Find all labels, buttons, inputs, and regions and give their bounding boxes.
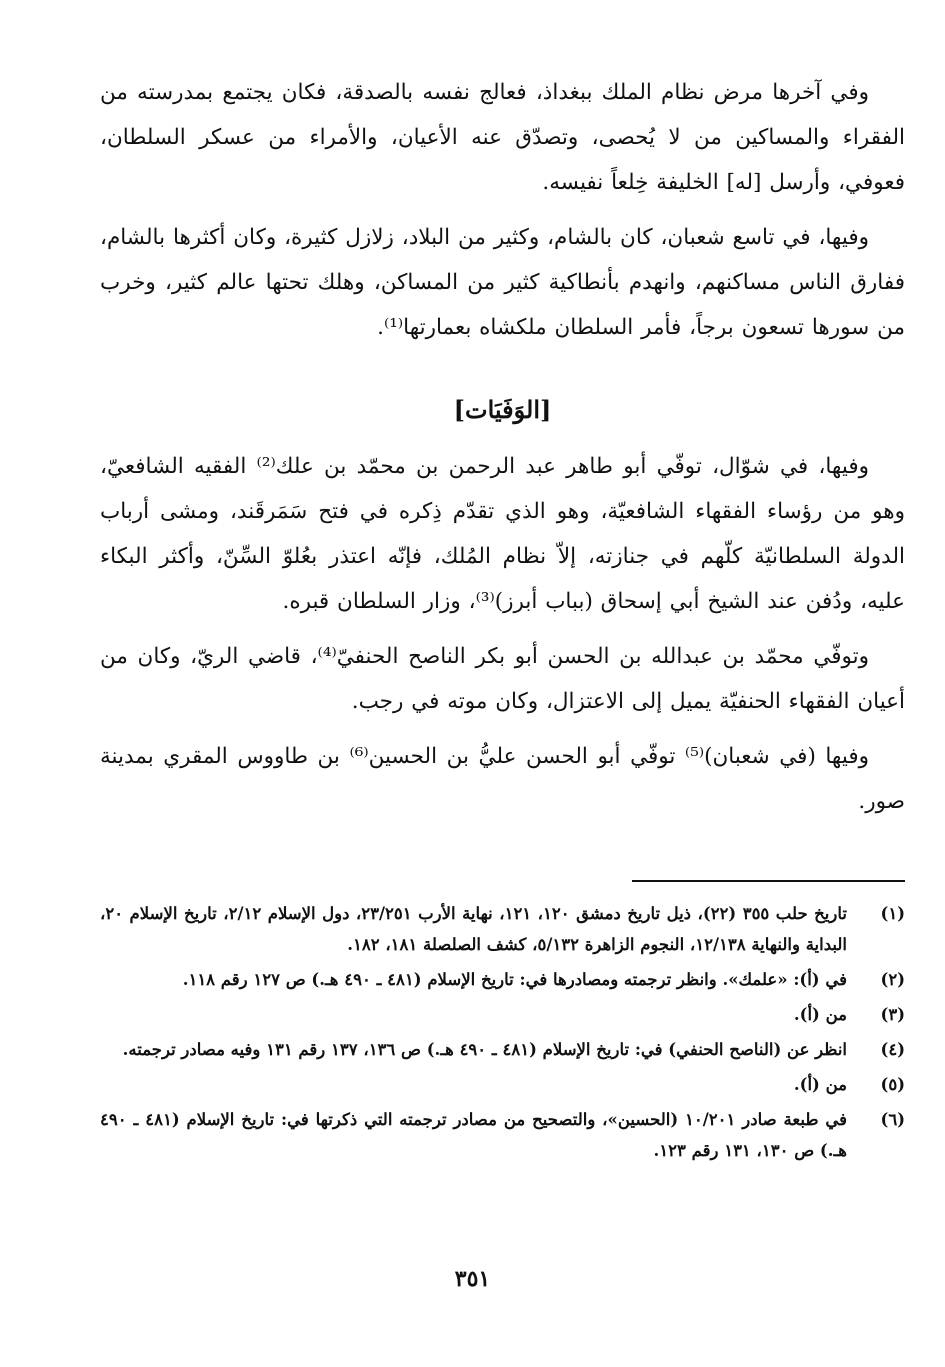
paragraph-illness-nizam: وفي آخرها مرض نظام الملك ببغداذ، فعالج نفسه بالصدقة، فكان يجتمع بمدرسته من الفقراء والمساكين من لا يُحصى، وتصدّق عنه الأعيان، والأمراء من عسكر السلطان، فعوفي، وأرسل [له] الخليفة خِلعاً نفيسه.	[100, 80, 905, 195]
footnote-text: تاريخ حلب ٣٥٥ (٢٢)، ذيل تاريخ دمشق ١٢٠، ١٢١، نهاية الأرب ٢٣/٢٥١، دول الإسلام ٢/١٢، تاريخ الإسلام ٢٠، البداية والنهاية ١٢/١٣٨، النجوم الزاهرة ٥/١٣٢، كشف الصلصلة ١٨١، ١٨٢.	[100, 904, 847, 954]
paragraph-earthquakes: وفيها، في تاسع شعبان، كان بالشام، وكثير من البلاد، زلازل كثيرة، وكان أكثرها بالشام، ففارق الناس مساكنهم، وانهدم بأنطاكية كثير من المساكن، وهلك تحتها عالم كثير، وخرب من سورها تسعون برجاً، فأمر السلطان ملكشاه بعمارتها⁽¹⁾.	[100, 225, 905, 340]
footnote-text: في (أ): «علمك». وانظر ترجمته ومصادرها في: تاريخ الإسلام (٤٨١ ـ ٤٩٠ هـ.) ص ١٢٧ رقم ١١٨.	[182, 970, 847, 989]
footnote-number: (٦)	[880, 1110, 905, 1129]
page-number: ٣٥١	[454, 1266, 491, 1292]
main-text	[100, 70, 905, 834]
footnote-number: (٣)	[880, 1005, 905, 1024]
footnote-text: من (أ).	[793, 1005, 847, 1024]
footnote-text: انظر عن (الناصح الحنفي) في: تاريخ الإسلام (٤٨١ ـ ٤٩٠ هـ.) ص ١٣٦، ١٣٧ رقم ١٣١ وفيه مصادر ترجمته.	[122, 1040, 847, 1059]
footnote-number: (٤)	[880, 1040, 905, 1059]
paragraph-death-abu-tahir: وفيها، في شوّال، توفّي أبو طاهر عبد الرحمن بن محمّد بن علك⁽²⁾ الفقيه الشافعيّ، وهو من رؤساء الفقهاء الشافعيّة، وهو الذي تقدّم ذِكره في فتح سَمَرقَند، ومشى أرباب الدولة السلطانيّة كلّهم في جنازته، إلاّ نظام المُلك، فإنّه اعتذر بعُلوّ السِّنّ، وأكثر البكاء عليه، ودُفن عند الشيخ أبي إسحاق (بباب أبرز)⁽³⁾، وزار السلطان قبره.	[100, 454, 906, 614]
footnote-number: (٢)	[880, 970, 905, 989]
paragraph-death-ibn-tawus: وفيها (في شعبان)⁽⁵⁾ توفّي أبو الحسن عليُّ بن الحسين⁽⁶⁾ بن طاووس المقري بمدينة صور.	[100, 744, 905, 814]
footnote-2	[100, 964, 905, 995]
footnote-5	[100, 1069, 905, 1100]
footnote-6	[100, 1104, 905, 1166]
footnotes	[100, 898, 905, 1170]
footnote-1	[100, 898, 905, 960]
footnote-text: في طبعة صادر ١٠/٢٠١ (الحسين»، والتصحيح من مصادر ترجمته التي ذكرتها في: تاريخ الإسلام (٤٨١ ـ ٤٩٠ هـ.) ص ١٣٠، ١٣١ رقم ١٢٣.	[100, 1110, 847, 1160]
footnote-text: من (أ).	[793, 1075, 847, 1094]
footnote-separator	[632, 880, 905, 882]
footnote-3	[100, 999, 905, 1030]
footnote-number: (١)	[880, 904, 905, 923]
paragraph-death-nasih: وتوفّي محمّد بن عبدالله بن الحسن أبو بكر الناصح الحنفيّ⁽⁴⁾، قاضي الريّ، وكان من أعيان الفقهاء الحنفيّة يميل إلى الاعتزال، وكان موته في رجب.	[100, 644, 905, 714]
footnote-number: (٥)	[880, 1075, 905, 1094]
footnote-4	[100, 1034, 905, 1065]
section-title-deaths: [الوَفَيَات]	[453, 395, 552, 424]
